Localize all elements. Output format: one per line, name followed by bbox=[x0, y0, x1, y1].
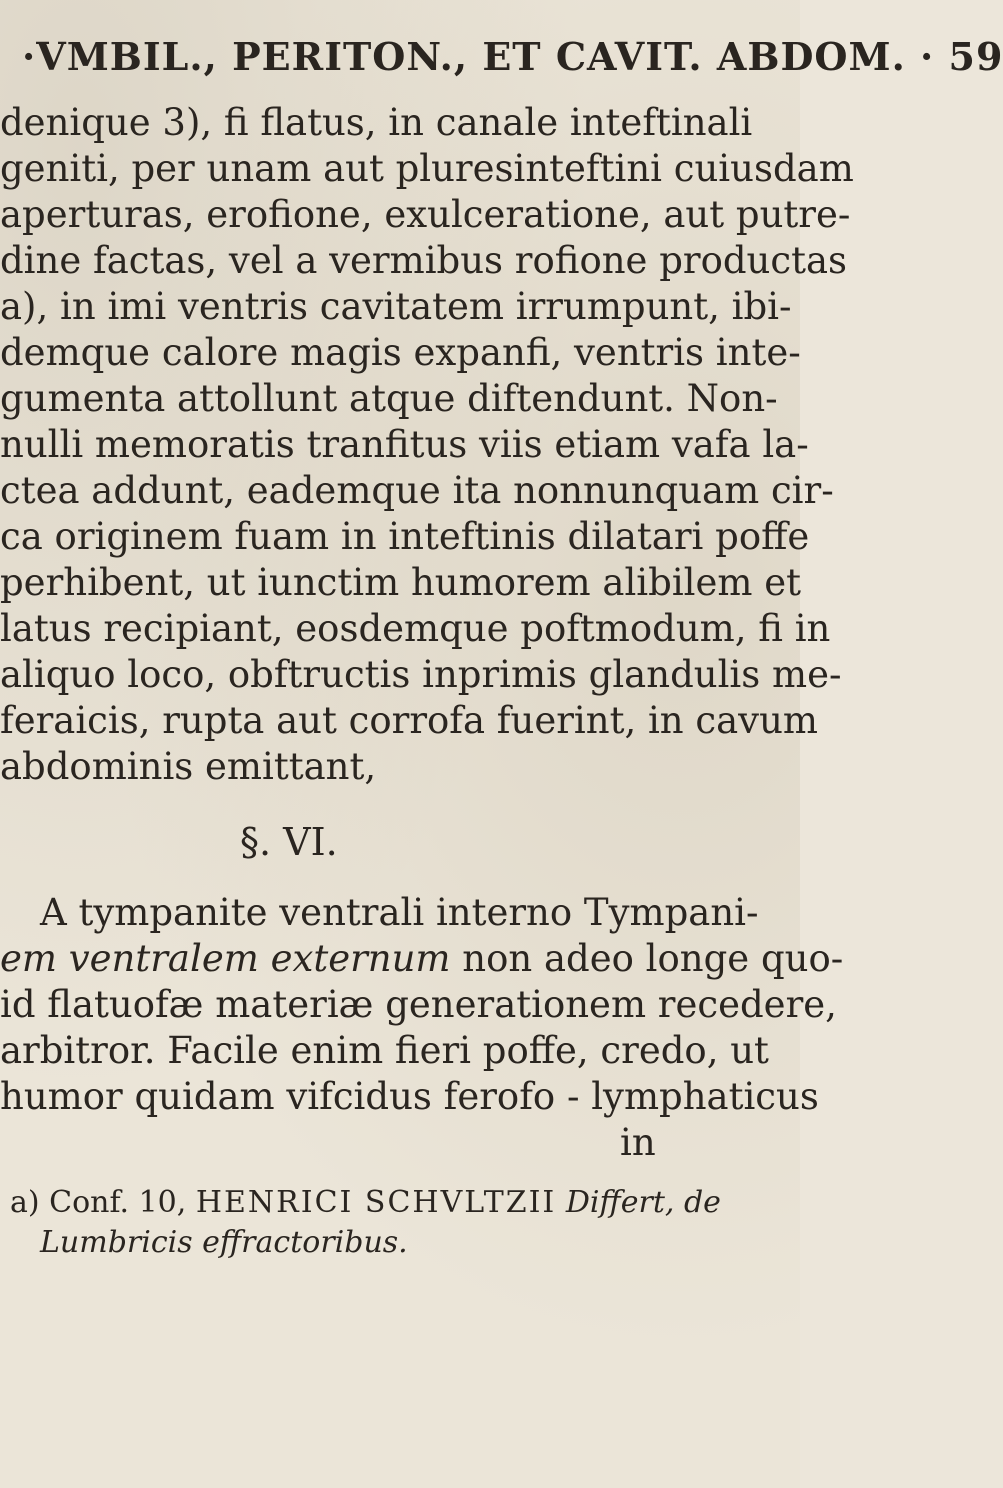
footnote-line-1 bbox=[10, 1185, 721, 1220]
text-line: latus recipiant, eosdemque poftmodum, fi in bbox=[0, 607, 831, 650]
text-line: denique 3), fi flatus, in canale inteftinali bbox=[0, 101, 753, 144]
footnote-author: HENRICI SCHVLTZII bbox=[195, 1185, 557, 1220]
footnote-marker: a) Conf. 10, bbox=[10, 1185, 187, 1220]
text-line: nulli memoratis tranfitus viis etiam vafa la- bbox=[0, 423, 809, 466]
italic-phrase: em ventralem externum bbox=[0, 937, 451, 980]
text-line: A tympanite ventrali interno Tympani- bbox=[40, 891, 759, 934]
footnote-title: Differt, de bbox=[565, 1185, 721, 1220]
text-line: arbitror. Facile enim fieri poffe, credo, ut bbox=[0, 1029, 769, 1072]
text-line: ca originem fuam in inteftinis dilatari poffe bbox=[0, 515, 810, 558]
text-span: non adeo longe quo- bbox=[450, 937, 844, 980]
text-line: geniti, per unam aut pluresinteftini cuiusdam bbox=[0, 147, 854, 190]
section-heading: §. VI. bbox=[240, 820, 338, 864]
text-line: gumenta attollunt atque diftendunt. Non- bbox=[0, 377, 778, 420]
text-line: aliquo loco, obftructis inprimis glandulis me- bbox=[0, 653, 842, 696]
text-line: demque calore magis expanfi, ventris inte- bbox=[0, 331, 801, 374]
text-line: dine factas, vel a vermibus rofione productas bbox=[0, 239, 848, 282]
running-header: ·VMBIL., PERITON., ET CAVIT. ABDOM. · 59 bbox=[22, 34, 1003, 79]
text-line: humor quidam vifcidus ferofo - lymphaticus bbox=[0, 1075, 819, 1118]
text-line: a), in imi ventris cavitatem irrumpunt, ibi- bbox=[0, 285, 792, 328]
text-line: perhibent, ut iunctim humorem alibilem et bbox=[0, 561, 801, 604]
catchword: in bbox=[620, 1121, 656, 1164]
text-line: abdominis emittant, bbox=[0, 745, 377, 788]
footnote-line-2: Lumbricis effractoribus. bbox=[40, 1225, 408, 1260]
text-line: id flatuofæ materiæ generationem recedere, bbox=[0, 983, 837, 1026]
text-line: aperturas, erofione, exulceratione, aut putre- bbox=[0, 193, 851, 236]
text-line: ctea addunt, eademque ita nonnunquam cir- bbox=[0, 469, 834, 512]
text-line bbox=[0, 936, 843, 982]
text-line: feraicis, rupta aut corrofa fuerint, in cavum bbox=[0, 699, 818, 742]
